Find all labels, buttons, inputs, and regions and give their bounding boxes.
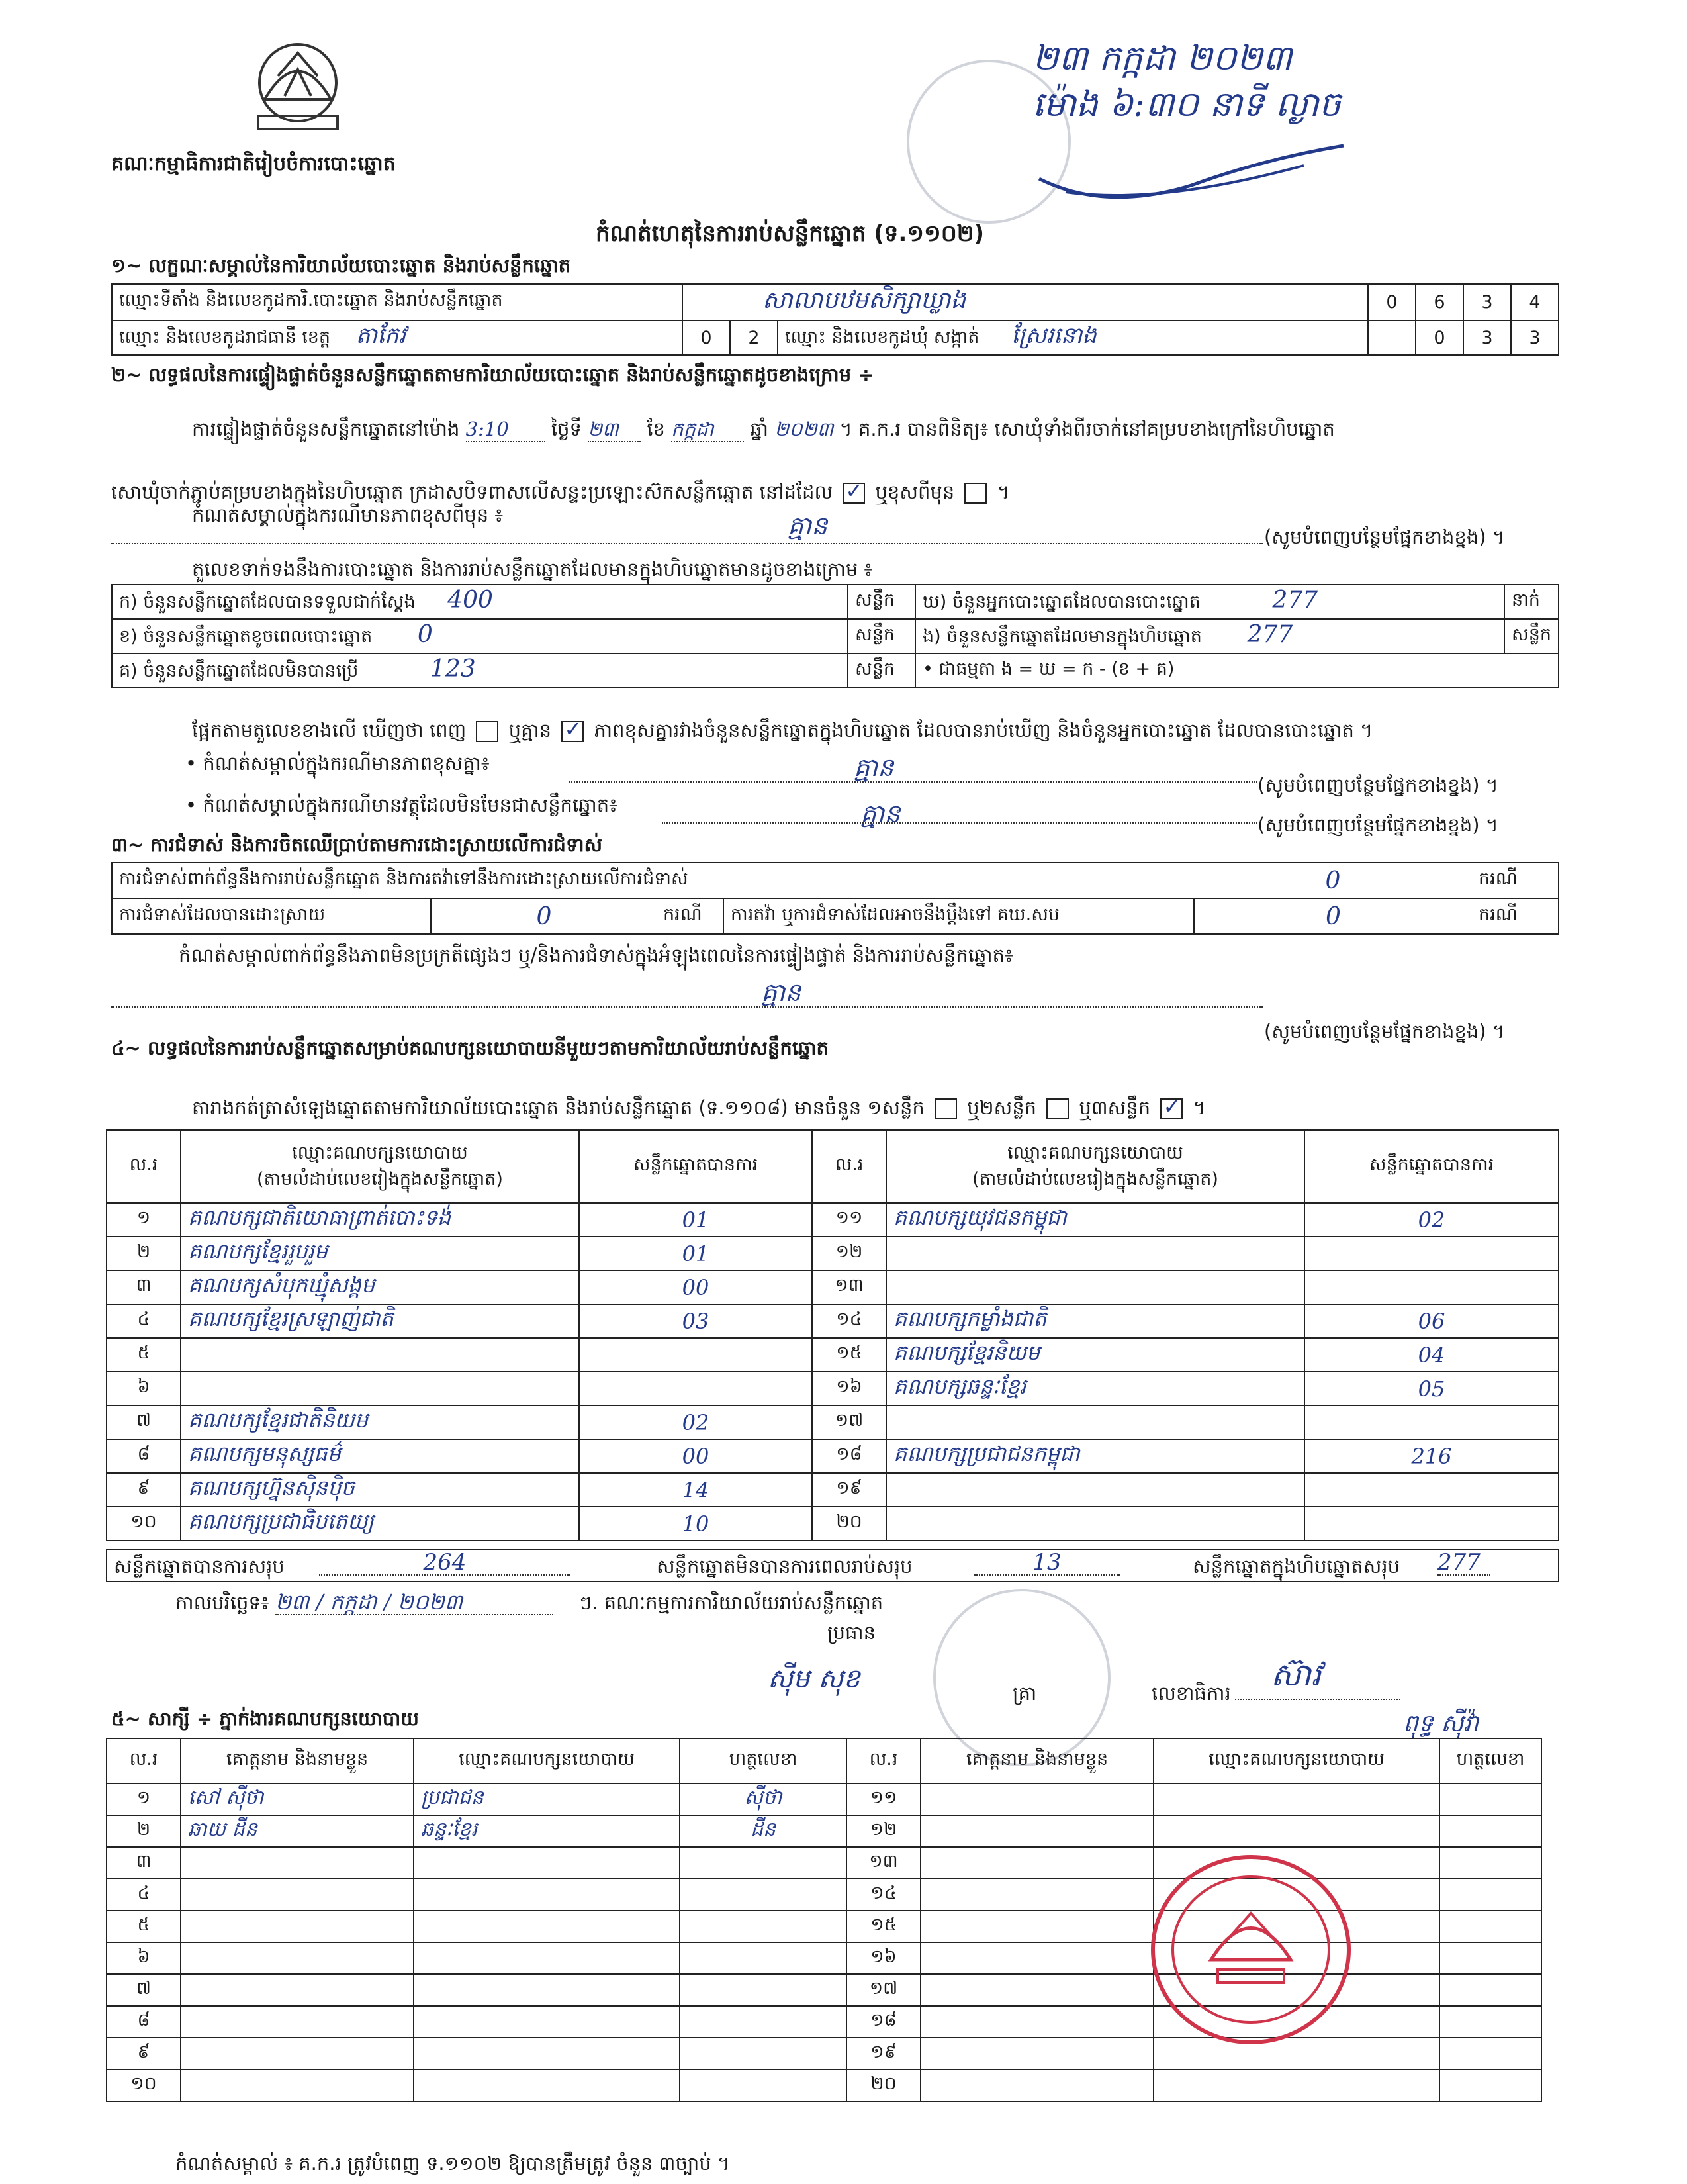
objection-resolved-label: ការជំទាស់ដែលបានដោះស្រាយ <box>112 898 431 934</box>
para1-text-b: ថ្ងៃទី <box>551 418 582 440</box>
row-party-left: គណបក្សខ្មែរស្រឡាញ់ជាតិ <box>181 1304 579 1338</box>
witness-sign-right <box>1439 1847 1541 1879</box>
witness-no-right: ២០ <box>846 2069 921 2101</box>
para1-text-c: ខែ <box>647 418 665 440</box>
witness-name-right <box>921 1815 1154 1847</box>
bullet1-suffix: (សូមបំពេញបន្ថែមផ្នែកខាងខ្នង) ។ <box>1257 774 1498 796</box>
witness-sign-right <box>1439 1974 1541 2006</box>
witness-row <box>107 2069 1541 2101</box>
row-votes-left: 00 <box>579 1270 812 1304</box>
compare-text-c: ភាពខុសគ្នារវាងចំនួនសន្លឹកឆ្នោតក្នុងហិបឆ្នោត ដែលបានរាប់ឃើញ និងចំនួនអ្នកបោះឆ្នោត ដែលបានបោះឆ្នោត ។ <box>594 719 1373 741</box>
witness-sign-right <box>1439 1783 1541 1815</box>
results-table <box>106 1129 1559 1541</box>
witness-name-left: ឆាយ ដីន <box>181 1815 414 1847</box>
row-no-left: ៥ <box>107 1338 181 1372</box>
witness-no-right: ១៨ <box>846 2006 921 2038</box>
have-difference-checkbox[interactable] <box>476 721 498 742</box>
witness-name-right <box>921 2069 1154 2101</box>
results-col-party-right-title: ឈ្មោះគណបក្សនយោបាយ <box>1007 1143 1183 1163</box>
row-votes-right <box>1304 1507 1559 1541</box>
count-a-unit: សន្លឹក <box>848 585 915 619</box>
row-party-left <box>181 1372 579 1405</box>
witness-row <box>107 1815 1541 1847</box>
para1-text-e: ។ គ.ក.រ បានពិនិត្យ៖ សោឃុំទាំងពីរចាក់នៅគម្របខាងក្រៅនៃហិបឆ្នោត <box>839 418 1335 440</box>
footer-note: កំណត់សម្គាល់ ៖ គ.ក.រ ត្រូវបំពេញ ទ.១១០២ ឱ្យបានត្រឹមត្រូវ ចំនួន ៣ច្បាប់ ។ <box>175 2152 731 2175</box>
province-value: តាកែវ <box>355 322 406 349</box>
row-party-left: គណបក្សខ្មែររួបរួម <box>181 1237 579 1270</box>
section3-note-suffix: (សូមបំពេញបន្ថែមផ្នែកខាងខ្នង) ។ <box>1264 1020 1505 1043</box>
row-votes-right: 216 <box>1304 1439 1559 1473</box>
row-votes-left: 00 <box>579 1439 812 1473</box>
witness-no-left: ១០ <box>107 2069 181 2101</box>
section4-intro: តារាងកត់ត្រាសំឡេងឆ្នោតតាមការិយាល័យបោះឆ្នោត និងរាប់សន្លឹកឆ្នោត (ទ.១១០៨) មានចំនួន ១សន្លឹក ឬ២សន្លឹក ឬ៣សន្លឹក ✓ ។ <box>192 1096 1206 1119</box>
results-row <box>107 1507 1559 1541</box>
province-code-1: 0 <box>682 320 730 355</box>
bullet1-value: គ្មាន <box>854 753 894 782</box>
secretary-name: ពុទ្ធ ស៊ីវ៉ា <box>1403 1710 1479 1737</box>
count-b-label: ខ) ចំនួនសន្លឹកឆ្នោតខូចពេលបោះឆ្នោត <box>119 626 373 647</box>
witness-name-right <box>921 1783 1154 1815</box>
chair-signature: ស៊ីម សុខ <box>768 1664 860 1694</box>
row-votes-left: 02 <box>579 1405 812 1439</box>
row-party-left: គណបក្សប្រជាធិបតេយ្យ <box>181 1507 579 1541</box>
row-no-right: ១៦ <box>812 1372 886 1405</box>
row-party-right: គណបក្សឆន្ទៈខ្មែរ <box>886 1372 1304 1405</box>
row-party-left: គណបក្សខ្មែរជាតិនិយម <box>181 1405 579 1439</box>
row-votes-right: 05 <box>1304 1372 1559 1405</box>
witness-no-right: ១៣ <box>846 1847 921 1879</box>
count-c-label: គ) ចំនួនសន្លឹកឆ្នោតដែលមិនបានប្រើ <box>119 661 359 681</box>
bullet2-label: • កំណត់សម្គាល់ក្នុងករណីមានវត្ថុដែលមិនមែនជាសន្លឹកឆ្នោត៖ <box>185 794 617 816</box>
results-row <box>107 1338 1559 1372</box>
row-party-right: គណបក្សប្រជាជនកម្ពុជា <box>886 1439 1304 1473</box>
para1-text-d: ឆ្នាំ <box>750 418 769 440</box>
grade-label: គ្រា <box>1013 1682 1037 1705</box>
objection-table <box>111 862 1559 935</box>
witness-party-left <box>414 1974 680 2006</box>
secretary-label-text: លេខាធិការ <box>1152 1682 1231 1705</box>
objection-appeal-value: 0 <box>1194 898 1472 934</box>
witness-no-left: ៩ <box>107 2038 181 2069</box>
row-no-left: ១ <box>107 1203 181 1237</box>
province-code-2: 2 <box>730 320 778 355</box>
witness-no-right: ១៤ <box>846 1879 921 1911</box>
witness-party-left <box>414 2006 680 2038</box>
witness-party-left <box>414 1911 680 1942</box>
tally-1-sheet-checkbox[interactable] <box>935 1098 957 1119</box>
count-d-unit: នាក់ <box>1504 585 1559 619</box>
section2-para1 <box>192 417 1335 442</box>
count-c-unit: សន្លឹក <box>848 653 915 688</box>
witness-col-name-right: គោត្តនាម និងនាមខ្លួន <box>921 1738 1154 1783</box>
row-party-left <box>181 1338 579 1372</box>
results-row <box>107 1304 1559 1338</box>
location-code-1: 0 <box>1368 284 1416 320</box>
witness-sign-left <box>680 2069 846 2101</box>
official-red-stamp <box>1145 1850 1357 2049</box>
count-c-value: 123 <box>430 655 476 683</box>
date-label: កាលបរិច្ឆេទ៖ <box>175 1591 269 1614</box>
row-votes-right: 04 <box>1304 1338 1559 1372</box>
row-votes-right: 06 <box>1304 1304 1559 1338</box>
same-checkbox[interactable] <box>843 483 865 504</box>
count-d-label: ឃ) ចំនួនអ្នកបោះឆ្នោតដែលបានបោះឆ្នោត <box>923 592 1201 612</box>
row-no-left: ៣ <box>107 1270 181 1304</box>
handwritten-flourish <box>1026 139 1357 212</box>
results-row <box>107 1473 1559 1507</box>
row-no-left: ៧ <box>107 1405 181 1439</box>
commune-label: ឈ្មោះ និងលេខកូដឃុំ សង្កាត់ <box>785 327 980 348</box>
witness-name-right <box>921 1942 1154 1974</box>
para1-text-a: ការផ្ទៀងផ្ទាត់ចំនួនសន្លឹកឆ្នោតនៅម៉ោង <box>192 418 460 440</box>
formula-note: • ជាធម្មតា ង = ឃ = ក - (ខ + គ) <box>915 653 1559 688</box>
count-a-label: ក) ចំនួនសន្លឹកឆ្នោតដែលបានទទួលជាក់ស្តែង <box>119 592 416 612</box>
witness-name-left <box>181 1942 414 1974</box>
compare-text-a: ផ្អែកតាមតួលេខខាងលើ ឃើញថា ពេញ <box>192 719 467 741</box>
row-party-right <box>886 1270 1304 1304</box>
witness-sign-left: ស៊ីថា <box>680 1783 846 1815</box>
witness-party-left <box>414 1879 680 1911</box>
section3-note-value: គ្មាន <box>761 978 801 1007</box>
witness-sign-right <box>1439 2006 1541 2038</box>
count-e-label: ង) ចំនួនសន្លឹកឆ្នោតដែលមានក្នុងហិបឆ្នោត <box>923 626 1202 647</box>
row-votes-right <box>1304 1237 1559 1270</box>
change-note-label: កំណត់សម្គាល់ក្នុងករណីមានភាពខុសពីមុន ៖ <box>192 504 504 526</box>
location-code-2: 6 <box>1416 284 1463 320</box>
witness-sign-left <box>680 1911 846 1942</box>
results-row <box>107 1203 1559 1237</box>
row-votes-left: 01 <box>579 1237 812 1270</box>
section3-note: កំណត់សម្គាល់ពាក់ព័ន្ធនឹងភាពមិនប្រក្រតីផ្សេងៗ ឬ/និងការជំទាស់ក្នុងអំឡុងពេលនៃការផ្ទៀងផ្ទាត់ និងការរាប់សន្លឹកឆ្នោត៖ <box>179 944 1013 967</box>
results-col-no-right: ល.រ <box>812 1130 886 1203</box>
province-label: ឈ្មោះ និងលេខកូដរាជធានី ខេត្ត <box>119 327 331 348</box>
results-row <box>107 1237 1559 1270</box>
witness-name-left <box>181 2038 414 2069</box>
total-valid-label: សន្លឹកឆ្នោតបានការសរុប <box>114 1555 285 1578</box>
date-line <box>175 1590 883 1615</box>
emblem-icon <box>238 36 357 142</box>
witness-party-left <box>414 1942 680 1974</box>
results-totals <box>106 1549 1559 1582</box>
compare-text-b: ឬគ្មាន <box>508 719 552 741</box>
objection-row1-unit: ករណី <box>1472 863 1559 898</box>
form-title: កំណត់ហេតុនៃការរាប់សន្លឹកឆ្នោត (ទ.១១០២) <box>596 220 985 247</box>
commune-code-1: 0 <box>1416 320 1463 355</box>
row-party-right: គណបក្សខ្មែរនិយម <box>886 1338 1304 1372</box>
count-a-value: 400 <box>447 587 493 614</box>
row-party-left: គណបក្សជាតិយោធាព្រាត់បោះទង់ <box>181 1203 579 1237</box>
changed-checkbox[interactable] <box>964 483 987 504</box>
results-col-party-left-sub: (តាមលំដាប់លេខរៀងក្នុងសន្លឹកឆ្នោត) <box>257 1169 503 1190</box>
row-votes-left <box>579 1372 812 1405</box>
results-col-votes-left: សន្លឹកឆ្នោតបានការ <box>579 1130 812 1203</box>
objection-appeal-unit: ករណី <box>1472 898 1559 934</box>
section3-title: ៣~ ការជំទាស់ និងការចិតឈើប្រាប់តាមការដោះស្រាយលើការជំទាស់ <box>111 833 603 856</box>
no-difference-checkbox[interactable] <box>561 721 584 742</box>
results-row <box>107 1270 1559 1304</box>
objection-resolved-value: 0 <box>431 898 657 934</box>
witness-no-right: ១៦ <box>846 1942 921 1974</box>
results-col-no-left: ល.រ <box>107 1130 181 1203</box>
para2-or: ឬខុសពីមុន <box>875 481 955 503</box>
witness-no-left: ២ <box>107 1815 181 1847</box>
tally-3-sheets-checkbox[interactable] <box>1160 1098 1183 1119</box>
total-invalid-value: 13 <box>974 1550 1120 1576</box>
bullet2-value: គ្មាន <box>860 799 901 828</box>
witness-party-left: ឆន្ទៈខ្មែរ <box>414 1815 680 1847</box>
witness-col-no-right: ល.រ <box>846 1738 921 1783</box>
witness-party-left <box>414 2069 680 2101</box>
row-no-right: ១៨ <box>812 1439 886 1473</box>
bullet1-line <box>569 768 1257 783</box>
witness-sign-right <box>1439 2038 1541 2069</box>
location-label: ឈ្មោះទីតាំង និងលេខកូដការិ.បោះឆ្នោត និងរាប់សន្លឹកឆ្នោត <box>112 284 682 320</box>
witness-col-party-left: ឈ្មោះគណបក្សនយោបាយ <box>414 1738 680 1783</box>
total-valid-value: 264 <box>319 1550 570 1576</box>
row-votes-right <box>1304 1270 1559 1304</box>
count-e-unit: សន្លឹក <box>1504 619 1559 653</box>
count-e-value: 277 <box>1247 621 1293 648</box>
compare-line <box>192 718 1373 742</box>
witness-sign-left: ដីន <box>680 1815 846 1847</box>
location-value: សាលាបឋមសិក្សាឃ្លាង <box>682 284 1368 320</box>
witness-sign-left <box>680 1974 846 2006</box>
witness-col-name-left: គោត្តនាម និងនាមខ្លួន <box>181 1738 414 1783</box>
row-votes-right: 02 <box>1304 1203 1559 1237</box>
witness-party-right <box>1154 1783 1439 1815</box>
row-party-right <box>886 1473 1304 1507</box>
results-col-party-right-sub: (តាមលំដាប់លេខរៀងក្នុងសន្លឹកឆ្នោត) <box>972 1169 1218 1190</box>
results-row <box>107 1439 1559 1473</box>
witness-party-left <box>414 2038 680 2069</box>
bullet1-label: • កំណត់សម្គាល់ក្នុងករណីមានភាពខុសគ្នា៖ <box>185 752 490 775</box>
row-party-right <box>886 1405 1304 1439</box>
results-row <box>107 1372 1559 1405</box>
witness-sign-left <box>680 2006 846 2038</box>
row-votes-left: 03 <box>579 1304 812 1338</box>
witness-party-left <box>414 1847 680 1879</box>
objection-row1-label: ការជំទាស់ពាក់ព័ន្ធនឹងការរាប់សន្លឹកឆ្នោត និងការតវ៉ាទៅនឹងការដោះស្រាយលើការជំទាស់ <box>112 863 1194 898</box>
witness-no-right: ១១ <box>846 1783 921 1815</box>
secretary-signature: ស៊ាវ <box>1271 1656 1322 1693</box>
witness-no-left: ៧ <box>107 1974 181 2006</box>
witness-col-sign-left: ហត្ថលេខា <box>680 1738 846 1783</box>
para1-day: ២៣ <box>588 417 641 442</box>
witness-col-no-left: ល.រ <box>107 1738 181 1783</box>
counts-intro: តួលេខទាក់ទងនឹងការបោះឆ្នោត និងការរាប់សន្លឹកឆ្នោតដែលមានក្នុងហិបឆ្នោតមានដូចខាងក្រោម ៖ <box>192 558 873 581</box>
commune-code-2: 3 <box>1463 320 1511 355</box>
row-votes-right <box>1304 1473 1559 1507</box>
change-note-suffix: (សូមបំពេញបន្ថែមផ្នែកខាងខ្នង) ។ <box>1264 526 1505 548</box>
section5-title: ៥~ សាក្សី ÷ ភ្នាក់ងារគណបក្សនយោបាយ <box>111 1707 420 1730</box>
row-no-right: ២០ <box>812 1507 886 1541</box>
witness-party-right <box>1154 1815 1439 1847</box>
witness-sign-left <box>680 1879 846 1911</box>
row-party-right: គណបក្សកម្លាំងជាតិ <box>886 1304 1304 1338</box>
witness-name-left <box>181 2069 414 2101</box>
witness-no-left: ៦ <box>107 1942 181 1974</box>
row-party-right <box>886 1507 1304 1541</box>
count-d-value: 277 <box>1272 587 1318 614</box>
witness-name-left <box>181 1911 414 1942</box>
total-box-value: 277 <box>1437 1550 1490 1576</box>
witness-party-right <box>1154 2069 1439 2101</box>
results-col-party-left <box>181 1130 579 1203</box>
witness-name-left <box>181 1974 414 2006</box>
row-votes-left: 10 <box>579 1507 812 1541</box>
tally-intro: តារាងកត់ត្រាសំឡេងឆ្នោតតាមការិយាល័យបោះឆ្នោត និងរាប់សន្លឹកឆ្នោត (ទ.១១០៨) មានចំនួន ១សន្លឹក <box>192 1096 925 1119</box>
witness-no-right: ១៥ <box>846 1911 921 1942</box>
bullet2-suffix: (សូមបំពេញបន្ថែមផ្នែកខាងខ្នង) ។ <box>1257 814 1498 836</box>
row-party-left: គណបក្សសំបុកឃ្មុំសង្គម <box>181 1270 579 1304</box>
witness-name-left: សៅ ស៊ីថា <box>181 1783 414 1815</box>
section4-title: ៤~ លទ្ធផលនៃការរាប់សន្លឹកឆ្នោតសម្រាប់គណបក្សនយោបាយនីមួយៗតាមការិយាល័យរាប់សន្លឹកឆ្នោត <box>111 1037 829 1059</box>
results-col-party-left-title: ឈ្មោះគណបក្សនយោបាយ <box>292 1143 468 1163</box>
witness-sign-left <box>680 2038 846 2069</box>
witness-name-left <box>181 1847 414 1879</box>
witness-name-left <box>181 2006 414 2038</box>
row-no-left: ៦ <box>107 1372 181 1405</box>
location-code-4: 4 <box>1511 284 1559 320</box>
row-no-right: ១៤ <box>812 1304 886 1338</box>
row-no-left: ៩ <box>107 1473 181 1507</box>
row-votes-left: 01 <box>579 1203 812 1237</box>
row-no-right: ១៥ <box>812 1338 886 1372</box>
total-box-label: សន្លឹកឆ្នោតក្នុងហិបឆ្នោតសរុប <box>1193 1555 1400 1578</box>
row-party-right <box>886 1237 1304 1270</box>
para1-year: ២០២៣ <box>774 418 834 440</box>
chair-label: ប្រធាន <box>827 1621 876 1644</box>
change-note-line <box>111 523 1263 544</box>
commune-code-3: 3 <box>1511 320 1559 355</box>
row-no-right: ១២ <box>812 1237 886 1270</box>
row-party-left: គណបក្សមនុស្សធម៌ <box>181 1439 579 1473</box>
tally-opt3: ឬ៣សន្លឹក <box>1079 1096 1151 1119</box>
witness-name-right <box>921 1847 1154 1879</box>
para2-text: សោឃុំចាក់ភ្ជាប់គម្របខាងក្នុងនៃហិបឆ្នោត ក្រដាសបិទពាសលើសន្ទះប្រឡោះស៊កសន្លឹកឆ្នោត នៅដដែល <box>111 481 833 503</box>
witness-no-left: ៣ <box>107 1847 181 1879</box>
witness-col-party-right: ឈ្មោះគណបក្សនយោបាយ <box>1154 1738 1439 1783</box>
results-col-party-right <box>886 1130 1304 1203</box>
row-votes-left: 14 <box>579 1473 812 1507</box>
org-name: គណៈកម្មាធិការជាតិរៀបចំការបោះឆ្នោត <box>111 152 396 175</box>
section1-table <box>111 283 1559 356</box>
section3-note-line <box>111 993 1263 1008</box>
commune-value: ស្រែរនោង <box>1011 322 1097 349</box>
para1-time: 3:10 <box>466 417 545 442</box>
date-value: ២៣ / កក្កដា / ២០២៣ <box>275 1590 553 1615</box>
witness-no-left: ៤ <box>107 1879 181 1911</box>
handwritten-date-1: ២៣ កក្កដា ២០២៣ <box>1032 38 1293 78</box>
witness-name-right <box>921 1911 1154 1942</box>
count-b-unit: សន្លឹក <box>848 619 915 653</box>
objection-row1-value: 0 <box>1194 863 1472 898</box>
witness-no-left: ៥ <box>107 1911 181 1942</box>
row-party-left: គណបក្សហ្វ៊ុនស៊ិនប៉ិច <box>181 1473 579 1507</box>
witness-sign-right <box>1439 1815 1541 1847</box>
bullet2-line <box>662 809 1257 824</box>
results-col-votes-right: សន្លឹកឆ្នោតបានការ <box>1304 1130 1559 1203</box>
row-no-left: ១០ <box>107 1507 181 1541</box>
total-invalid-label: សន្លឹកឆ្នោតមិនបានការពេលរាប់សរុប <box>657 1555 913 1578</box>
row-no-left: ២ <box>107 1237 181 1270</box>
witness-no-right: ១៧ <box>846 1974 921 2006</box>
objection-appeal-label: ការតវ៉ា ឬការជំទាស់ដែលអាចនឹងប្តឹងទៅ គឃ.សប <box>723 898 1194 934</box>
location-code-3: 3 <box>1463 284 1511 320</box>
count-b-value: 0 <box>417 621 433 648</box>
section2-title: ២~ លទ្ធផលនៃការផ្ទៀងផ្ទាត់ចំនួនសន្លឹកឆ្នោតតាមការិយាល័យបោះឆ្នោត និងរាប់សន្លឹកឆ្នោតដូចខាងក្រោម ÷ <box>111 363 874 386</box>
witness-row <box>107 1783 1541 1815</box>
witness-name-right <box>921 2038 1154 2069</box>
witness-sign-right <box>1439 1942 1541 1974</box>
tally-2-sheets-checkbox[interactable] <box>1046 1098 1069 1119</box>
witness-no-right: ១៩ <box>846 2038 921 2069</box>
tally-opt2: ឬ២សន្លឹក <box>967 1096 1037 1119</box>
witness-sign-right <box>1439 1879 1541 1911</box>
witness-no-left: ៨ <box>107 2006 181 2038</box>
witness-sign-left <box>680 1847 846 1879</box>
row-no-right: ១៩ <box>812 1473 886 1507</box>
row-votes-right <box>1304 1405 1559 1439</box>
counts-table <box>111 584 1559 688</box>
section2-para2: សោឃុំចាក់ភ្ជាប់គម្របខាងក្នុងនៃហិបឆ្នោត ក្រដាសបិទពាសលើសន្ទះប្រឡោះស៊កសន្លឹកឆ្នោត នៅដដែល ✓ ឬខុសពីមុន ។ <box>111 480 1010 504</box>
witness-name-right <box>921 2006 1154 2038</box>
witness-no-right: ១២ <box>846 1815 921 1847</box>
witness-col-sign-right: ហត្ថលេខា <box>1439 1738 1541 1783</box>
row-no-left: ៨ <box>107 1439 181 1473</box>
witness-no-left: ១ <box>107 1783 181 1815</box>
objection-resolved-unit: ករណី <box>657 898 723 934</box>
witness-name-right <box>921 1879 1154 1911</box>
row-party-right: គណបក្សយុវជនកម្ពុជា <box>886 1203 1304 1237</box>
committee-label: ៗ. គណៈកម្មការការិយាល័យរាប់សន្លឹកឆ្នោត <box>579 1591 884 1614</box>
witness-name-right <box>921 1974 1154 2006</box>
handwritten-date-2: ម៉ោង ៦:៣០ នាទី ល្ងាច <box>1032 85 1341 124</box>
results-row <box>107 1405 1559 1439</box>
row-no-right: ១១ <box>812 1203 886 1237</box>
witness-sign-left <box>680 1942 846 1974</box>
witness-sign-right <box>1439 2069 1541 2101</box>
row-votes-left <box>579 1338 812 1372</box>
row-no-right: ១៧ <box>812 1405 886 1439</box>
witness-party-left: ប្រជាជន <box>414 1783 680 1815</box>
row-no-right: ១៣ <box>812 1270 886 1304</box>
witness-sign-right <box>1439 1911 1541 1942</box>
change-note-value: គ្មាន <box>788 511 828 540</box>
row-no-left: ៤ <box>107 1304 181 1338</box>
para1-month: កក្កដា <box>671 417 744 442</box>
witness-name-left <box>181 1879 414 1911</box>
section1-title: ១~ លក្ខណៈសម្គាល់នៃការិយាល័យបោះឆ្នោត និងរាប់សន្លឹកឆ្នោត <box>111 254 571 277</box>
